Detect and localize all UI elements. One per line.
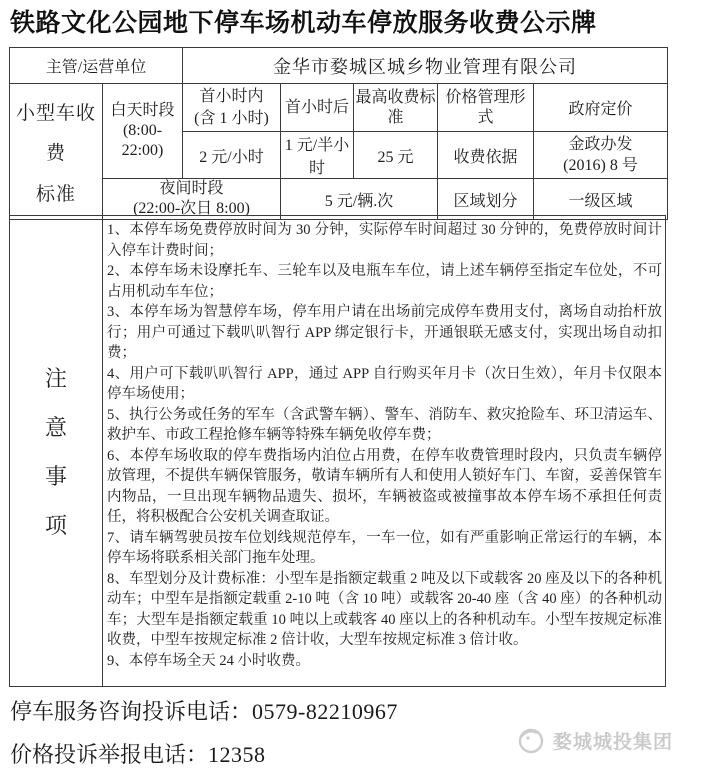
note-item: 3、本停车场为智慧停车场，停车用户请在出场前完成停车费用支付，离场自动抬杆放行；用户可通过下载叭叭智行 APP 绑定银行卡，开通银联无感支付，实现出场自动扣费； (107, 304, 662, 361)
zone-value: 一级区域 (534, 179, 668, 220)
header-max-fee: 最高收费标准 (354, 84, 438, 132)
service-phone-line (10, 695, 398, 726)
fee-section-label (10, 84, 103, 220)
company-watermark (516, 725, 673, 755)
price-complaint-phone-line (10, 738, 266, 768)
header-after-first-hour: 首小时后 (281, 84, 354, 132)
night-period-label: 夜间时段 (159, 180, 224, 197)
notes-label-cell (10, 216, 103, 687)
fee-basis-doc-line: (2016) 8 号 (563, 157, 638, 174)
fee-basis-doc-line: 金政办发 (568, 136, 633, 153)
fee-section-label-line: 小型车收 (15, 102, 96, 124)
notes-body-cell (103, 216, 666, 687)
day-period-label: 白天时段 (110, 102, 175, 119)
fee-basis-value (534, 132, 668, 179)
fee-table (9, 47, 668, 220)
operator-label: 主管/运营单位 (10, 48, 183, 84)
fee-section-label-line: 费 (45, 143, 66, 164)
price-management-form-value: 政府定价 (534, 84, 668, 132)
note-item: 5、执行公务或任务的军车（含武警车辆）、警车、消防车、救灾抢险车、环卫清运车、救护车、市政工程抢修车辆等特殊车辆免收停车费； (107, 406, 662, 443)
notes-label-char: 意 (44, 415, 67, 440)
header-first-hour (183, 84, 281, 132)
note-item: 1、本停车场免费停放时间为 30 分钟，实际停车时间超过 30 分钟的，免费停放时间计入停车计费时间； (107, 222, 662, 259)
night-period-cell (103, 179, 281, 220)
notes-label-char: 注 (44, 366, 67, 391)
fee-basis-label: 收费依据 (438, 132, 534, 179)
operator-value: 金华市婺城区城乡物业管理有限公司 (183, 48, 668, 84)
note-item: 8、车型划分及计费标准：小型车是指额定载重 2 吨及以下或载客 20 座及以下的各种机动车；中型车是指额定载重 2-10 吨（含 10 吨）或载客 20-40 座（含 40 座）的各种机动车；大型车是指额定载重 10 吨以上或载客 40 座以上的各种机动车。小型车按规定标准收费，中型车按规定标准 2 倍计收，大型车按规定标准 3 倍计收。 (107, 570, 662, 648)
day-period-time: (8:00-22:00) (121, 122, 164, 159)
fee-section-label-line: 标准 (35, 183, 76, 205)
company-logo-icon (516, 725, 546, 755)
note-item: 2、本停车场未设摩托车、三轮车以及电瓶车车位，请上述车辆停至指定车位处，不可占用机动车车位； (107, 263, 662, 300)
page-title: 铁路文化公园地下停车场机动车停放服务收费公示牌 (10, 9, 597, 37)
note-item: 4、用户可下载叭叭智行 APP，通过 APP 自行购买年月卡（次日生效），年月卡仅限本停车场使用； (107, 365, 662, 402)
day-period-cell (103, 84, 183, 179)
service-phone-label: 停车服务咨询投诉电话： (10, 699, 253, 724)
notes-table (9, 215, 666, 687)
note-item: 7、请车辆驾驶员按车位划线规范停车，一车一位，如有严重影响正常运行的车辆，本停车场将联系相关部门拖车处理。 (107, 529, 662, 566)
note-item: 6、本停车场收取的停车费指场内泊位占用费，在停车收费管理时段内，只负责车辆停放管理，不提供车辆保管服务，敬请车辆所有人和使用人锁好车门、车窗，妥善保管车内物品，一旦出现车辆物品遗失、损坏，车辆被盗或被撞事故本停车场不承担任何责任，将积极配合公安机关调查取证。 (107, 447, 662, 525)
notes-label-char: 事 (44, 464, 67, 489)
header-first-hour-note: (含 1 小时) (194, 109, 269, 127)
header-first-hour-label: 首小时内 (199, 87, 264, 105)
rate-after-first-hour: 1 元/半小时 (281, 132, 354, 179)
notes-label-char: 项 (44, 513, 67, 538)
rate-first-hour: 2 元/小时 (183, 132, 281, 179)
night-period-time: (22:00-次日 8:00) (133, 200, 250, 217)
rate-max-fee: 25 元 (354, 132, 438, 179)
zone-label: 区域划分 (438, 179, 534, 220)
night-rate: 5 元/辆.次 (281, 179, 438, 220)
header-price-management-form: 价格管理形式 (438, 84, 534, 132)
price-complaint-phone-number: 12358 (208, 742, 266, 767)
service-phone-number: 0579-82210967 (252, 699, 398, 724)
price-complaint-phone-label: 价格投诉举报电话： (10, 742, 209, 767)
company-logo-text: 婺城城投集团 (553, 731, 674, 753)
note-item: 9、本停车场全天 24 小时收费。 (107, 652, 310, 669)
